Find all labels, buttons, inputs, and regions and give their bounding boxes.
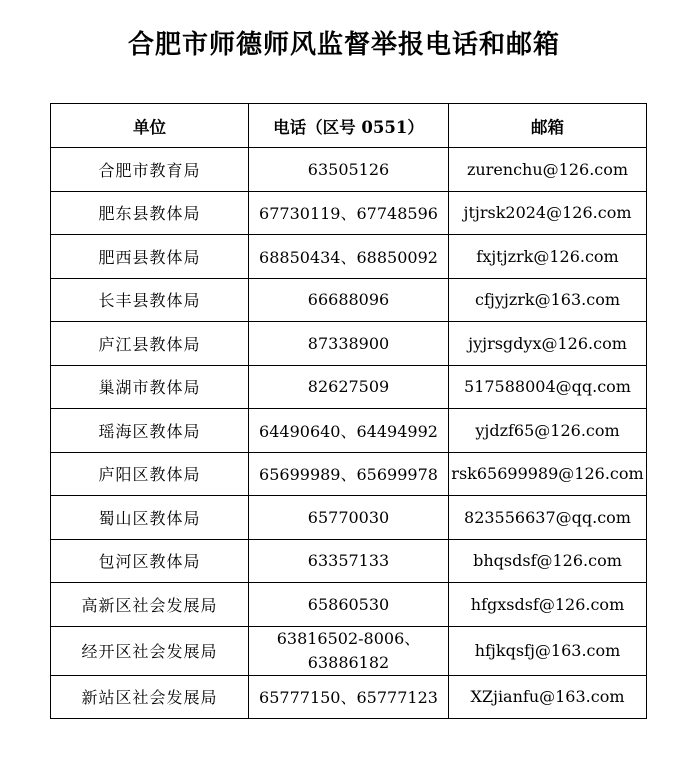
email-cell: cfjyjzrk@163.com xyxy=(449,278,647,322)
unit-cell: 长丰县教体局 xyxy=(51,278,249,322)
unit-cell: 蜀山区教体局 xyxy=(51,496,249,540)
email-cell: jtjrsk2024@126.com xyxy=(449,191,647,235)
unit-cell: 包河区教体局 xyxy=(51,539,249,583)
unit-cell: 高新区社会发展局 xyxy=(51,583,249,627)
header-email: 邮箱 xyxy=(449,104,647,148)
email-cell: zurenchu@126.com xyxy=(449,148,647,192)
email-cell: hfjkqsfj@163.com xyxy=(449,626,647,675)
table-row xyxy=(51,148,647,192)
phone-cell: 67730119、67748596 xyxy=(249,191,449,235)
email-cell: 823556637@qq.com xyxy=(449,496,647,540)
phone-cell: 65777150、65777123 xyxy=(249,675,449,719)
email-cell: 517588004@qq.com xyxy=(449,365,647,409)
phone-cell: 82627509 xyxy=(249,365,449,409)
email-cell: jyjrsgdyx@126.com xyxy=(449,322,647,366)
unit-cell: 经开区社会发展局 xyxy=(51,626,249,675)
table-header-row xyxy=(51,104,647,148)
unit-cell: 肥西县教体局 xyxy=(51,235,249,279)
phone-cell: 65770030 xyxy=(249,496,449,540)
phone-cell: 66688096 xyxy=(249,278,449,322)
unit-cell: 瑶海区教体局 xyxy=(51,409,249,453)
table-row xyxy=(51,452,647,496)
email-cell: hfgxsdsf@126.com xyxy=(449,583,647,627)
unit-cell: 庐阳区教体局 xyxy=(51,452,249,496)
unit-cell: 肥东县教体局 xyxy=(51,191,249,235)
phone-cell: 68850434、68850092 xyxy=(249,235,449,279)
phone-cell: 63505126 xyxy=(249,148,449,192)
table-row xyxy=(51,583,647,627)
unit-cell: 庐江县教体局 xyxy=(51,322,249,366)
unit-cell: 新站区社会发展局 xyxy=(51,675,249,719)
phone-cell: 63357133 xyxy=(249,539,449,583)
email-cell: bhqsdsf@126.com xyxy=(449,539,647,583)
phone-cell: 87338900 xyxy=(249,322,449,366)
table-row xyxy=(51,675,647,719)
phone-line: 63816502-8006、 xyxy=(276,628,421,648)
table-row xyxy=(51,365,647,409)
unit-cell: 巢湖市教体局 xyxy=(51,365,249,409)
phone-cell xyxy=(249,626,449,675)
contact-table xyxy=(50,103,647,719)
email-cell: fxjtjzrk@126.com xyxy=(449,235,647,279)
table-row xyxy=(51,496,647,540)
table-row xyxy=(51,409,647,453)
table-row xyxy=(51,191,647,235)
header-unit: 单位 xyxy=(51,104,249,148)
email-cell: yjdzf65@126.com xyxy=(449,409,647,453)
phone-line: 63886182 xyxy=(307,652,390,672)
table-row xyxy=(51,278,647,322)
phone-cell: 65860530 xyxy=(249,583,449,627)
email-cell: rsk65699989@126.com xyxy=(449,452,647,496)
phone-cell: 65699989、65699978 xyxy=(249,452,449,496)
page-title: 合肥市师德师风监督举报电话和邮箱 xyxy=(127,30,560,60)
table-row xyxy=(51,322,647,366)
email-cell: XZjianfu@163.com xyxy=(449,675,647,719)
phone-cell: 64490640、64494992 xyxy=(249,409,449,453)
table-row xyxy=(51,626,647,675)
table-row xyxy=(51,539,647,583)
table-row xyxy=(51,235,647,279)
header-phone: 电话（区号 0551） xyxy=(249,104,449,148)
unit-cell: 合肥市教育局 xyxy=(51,148,249,192)
